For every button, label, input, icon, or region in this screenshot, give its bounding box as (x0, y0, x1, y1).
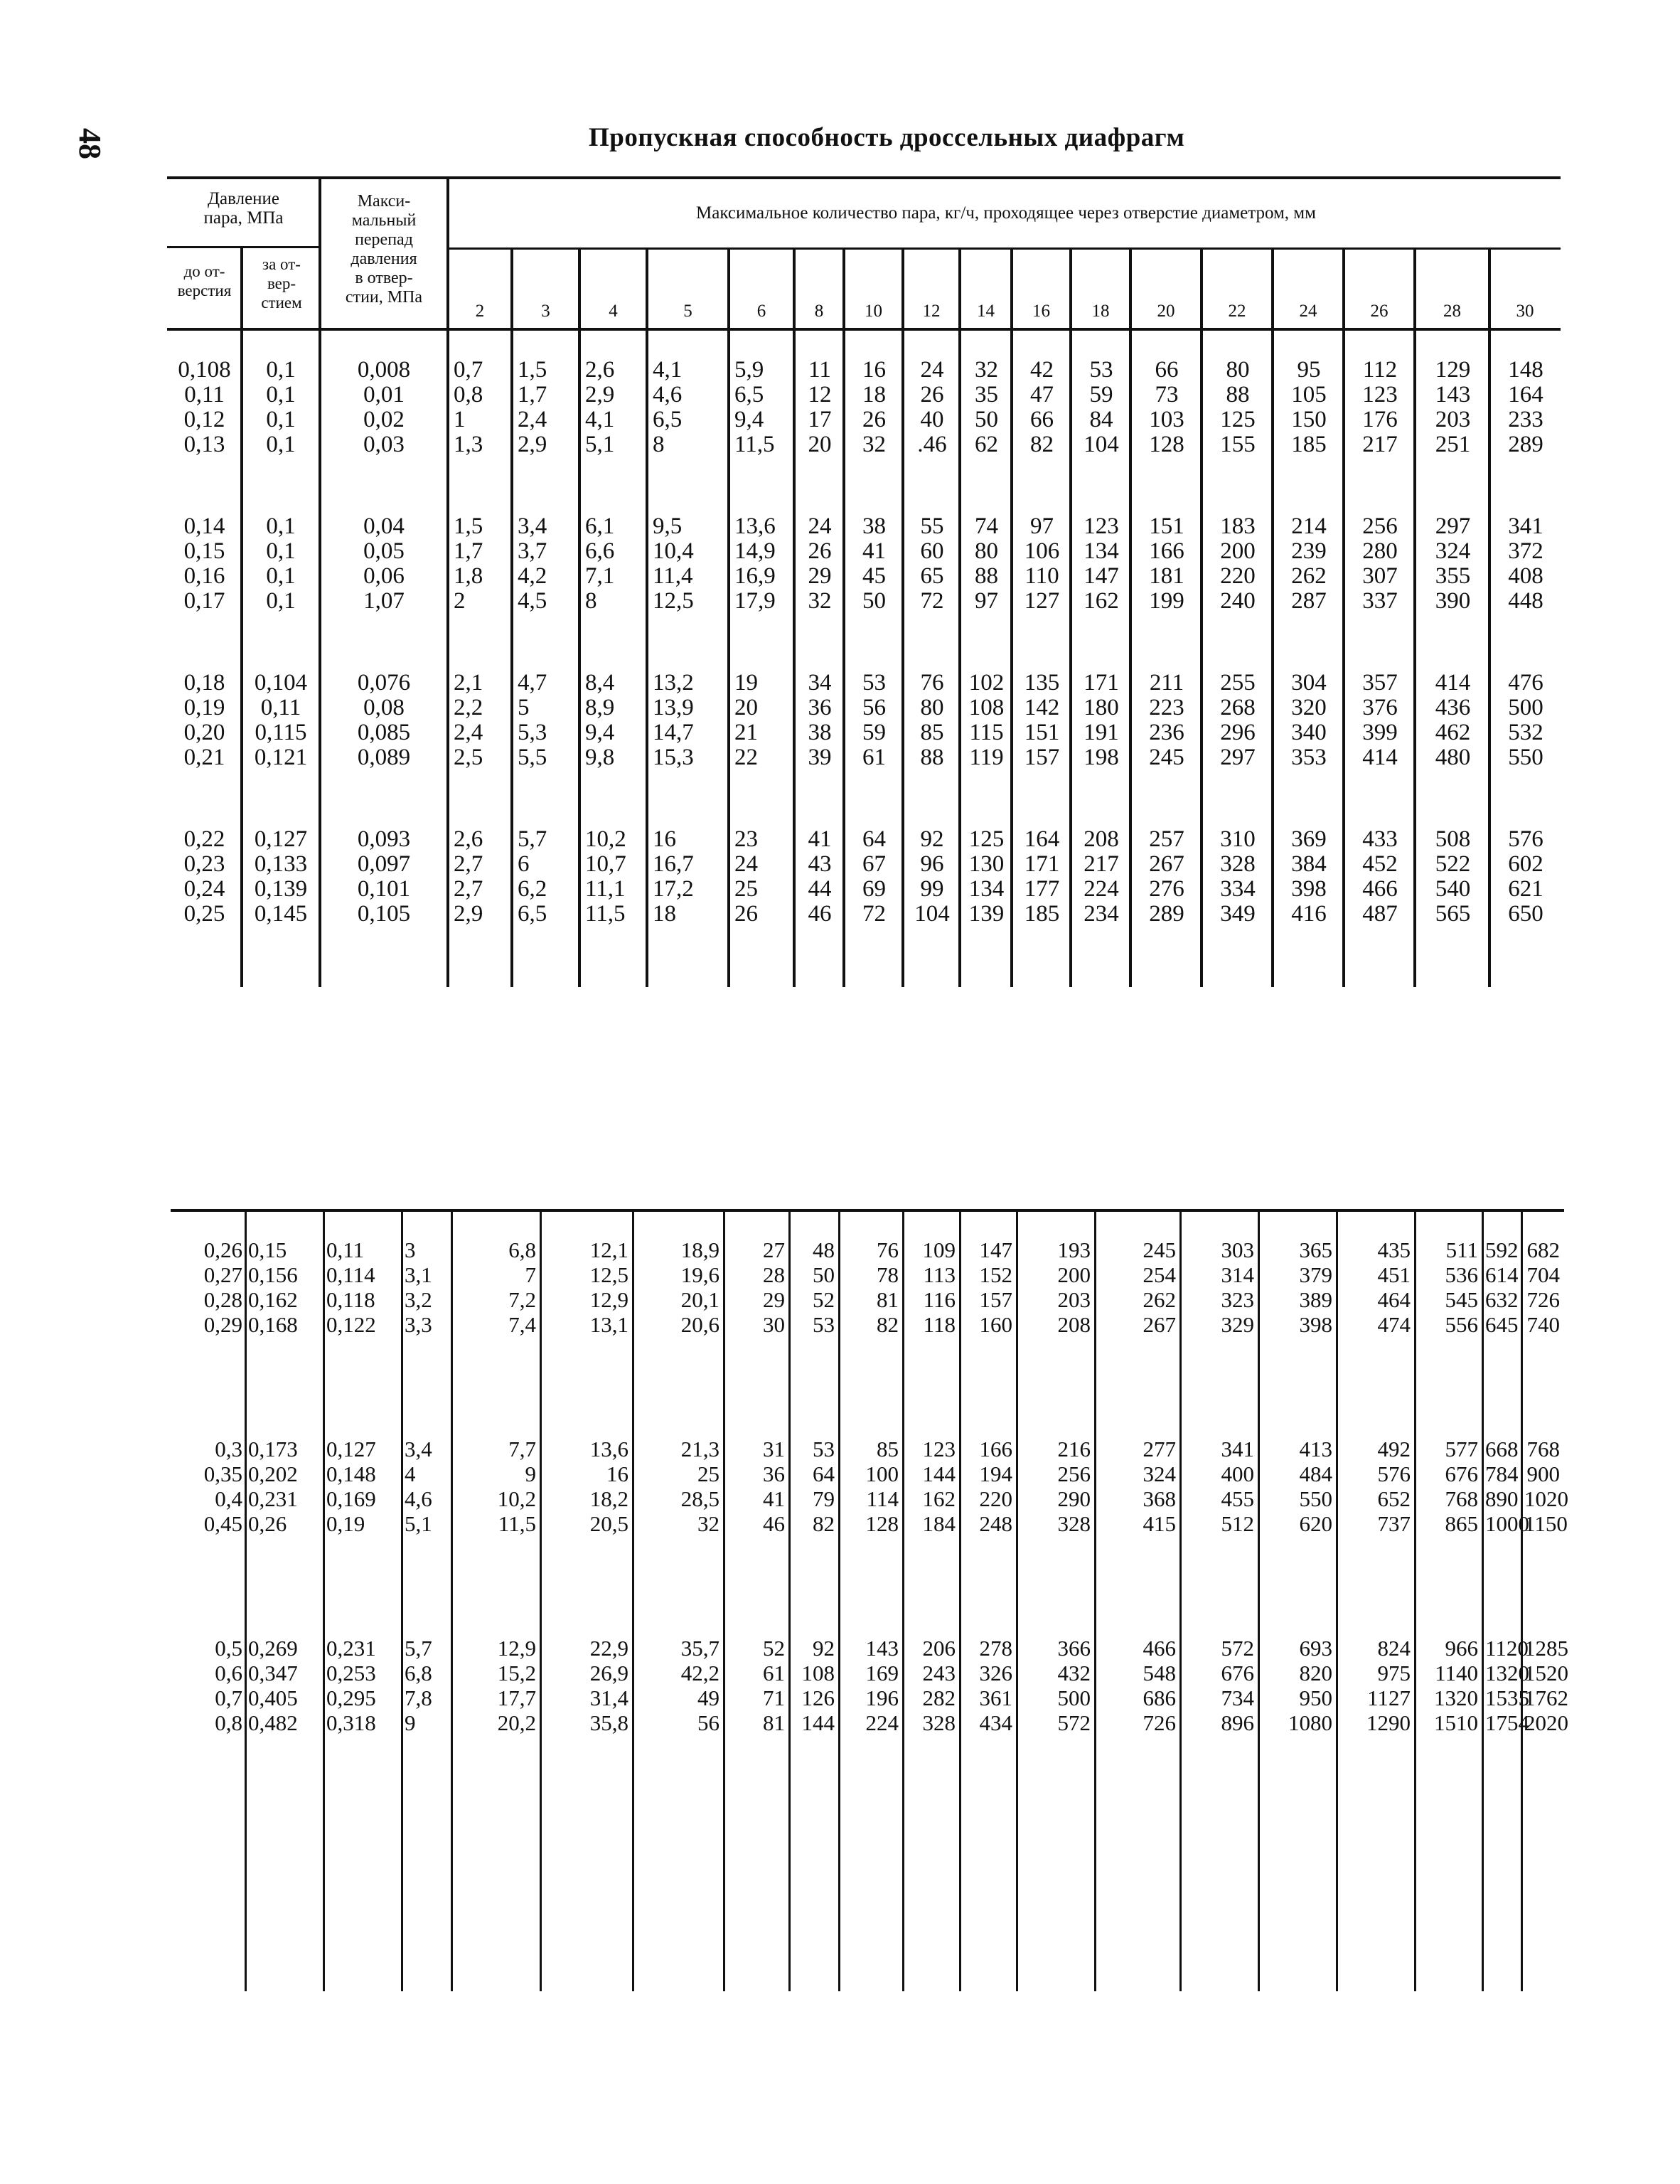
value-column: 55 60 65 72 (920, 513, 944, 614)
value-column: 24 26 29 32 (808, 513, 832, 614)
diameters-header-rule (448, 247, 1561, 250)
value-column: 147 152 157 160 (979, 1237, 1012, 1337)
table-row-group (167, 514, 1561, 660)
value-column: 13,6 14,9 16,9 17,9 (734, 513, 776, 614)
drop-column: 0,008 0,01 0,02 0,03 (357, 357, 411, 457)
value-column: 64 67 69 72 (862, 826, 886, 927)
value-column: 112 123 176 217 (1362, 357, 1398, 457)
diameter-header: 22 (1228, 302, 1246, 321)
value-column: 341 400 455 512 (1221, 1437, 1254, 1536)
before-column: 0,22 0,23 0,24 0,25 (183, 826, 225, 927)
value-column: 508 522 540 565 (1435, 826, 1471, 927)
diameter-header: 26 (1370, 302, 1389, 321)
value-column: 35,7 42,2 49 56 (680, 1636, 719, 1735)
value-column: 95 105 150 185 (1291, 357, 1327, 457)
value-column: 125 130 134 139 (968, 826, 1005, 927)
value-column: 435 451 464 474 (1377, 1237, 1411, 1337)
value-column: 211 223 236 245 (1149, 670, 1184, 770)
value-column: 341 372 408 448 (1508, 513, 1543, 614)
value-column: 255 268 296 297 (1220, 670, 1256, 770)
table-row-group (167, 827, 1561, 973)
value-column: 85 100 114 128 (865, 1437, 899, 1536)
column-rule (446, 176, 449, 247)
value-column: 135 142 151 157 (1024, 670, 1060, 770)
table-top-rule (167, 176, 1561, 179)
value-column: 297 324 355 390 (1435, 513, 1471, 614)
header-pressure: Давление пара, МПа (203, 189, 284, 228)
value-column: 27 28 29 30 (763, 1237, 785, 1337)
value-column: 92 96 99 104 (914, 826, 950, 927)
value-column: 668 784 890 1000 (1485, 1437, 1529, 1536)
value-column: 129 143 203 251 (1435, 357, 1471, 457)
page-number: 48 (73, 128, 107, 159)
before-column: 0,26 0,27 0,28 0,29 (203, 1237, 242, 1337)
value-column: 365 379 389 398 (1299, 1237, 1332, 1337)
value-column: 102 108 115 119 (968, 670, 1005, 770)
before-column: 0,5 0,6 0,7 0,8 (215, 1636, 242, 1735)
diameter-header: 16 (1032, 302, 1050, 321)
value-column: 2,1 2,2 2,4 2,5 (454, 670, 483, 770)
value-column: 9,5 10,4 11,4 12,5 (653, 513, 694, 614)
value-column: 0,7 0,8 1 1,3 (454, 357, 483, 457)
value-column: 413 484 550 620 (1299, 1437, 1332, 1536)
value-column: 257 267 276 289 (1149, 826, 1184, 927)
value-column: 74 80 88 97 (975, 513, 998, 614)
drop-column: 0,11 0,114 0,118 0,122 (326, 1237, 376, 1337)
value-column: 245 254 262 267 (1143, 1237, 1176, 1337)
value-column: 256 280 307 337 (1362, 513, 1398, 614)
value-column: 278 326 361 434 (979, 1636, 1012, 1735)
value-column: 42 47 66 82 (1030, 357, 1054, 457)
value-column: 3 3,1 3,2 3,3 (405, 1237, 432, 1337)
header-before-orifice: до от- верстия (177, 262, 232, 299)
value-column: 52 61 71 81 (763, 1636, 785, 1735)
value-column: 32 35 50 62 (975, 357, 998, 457)
pressure-header-rule (167, 246, 320, 248)
value-column: 5,9 6,5 9,4 11,5 (734, 357, 775, 457)
value-column: 171 180 191 198 (1084, 670, 1119, 770)
drop-column: 0,076 0,08 0,085 0,089 (357, 670, 411, 770)
table-row-group (171, 1237, 1564, 1387)
value-column: 214 239 262 287 (1291, 513, 1327, 614)
value-column: 4,1 4,6 6,5 8 (653, 357, 683, 457)
value-column: 824 975 1127 1290 (1366, 1636, 1411, 1735)
value-column: 6,1 6,6 7,1 8 (585, 513, 615, 614)
value-column: 24 26 40 .46 (917, 357, 947, 457)
value-column: 1285 1520 1762 2020 (1524, 1636, 1568, 1735)
value-column: 183 200 220 240 (1220, 513, 1256, 614)
page-title: Пропускная способность дроссельных диафрагм (589, 123, 1185, 152)
value-column: 76 80 85 88 (920, 670, 944, 770)
diameter-header: 10 (865, 302, 882, 321)
value-column: 16 18 26 32 (862, 357, 886, 457)
table-row-group (171, 1636, 1568, 1785)
diameter-header: 2 (475, 302, 485, 321)
value-column: 466 548 686 726 (1143, 1636, 1176, 1735)
value-column: 123 144 162 184 (922, 1437, 956, 1536)
value-column: 277 324 368 415 (1143, 1437, 1176, 1536)
drop-column: 0,127 0,148 0,169 0,19 (326, 1437, 376, 1536)
value-column: 1120 1320 1535 1754 (1485, 1636, 1529, 1735)
value-column: 151 166 181 199 (1149, 513, 1184, 614)
value-column: 682 704 726 740 (1526, 1237, 1560, 1337)
before-column: 0,14 0,15 0,16 0,17 (183, 513, 225, 614)
value-column: 966 1140 1320 1510 (1434, 1636, 1478, 1735)
header-max-amount: Максимальное количество пара, кг/ч, проходящее через отверстие диаметром, мм (696, 203, 1316, 223)
after-column: 0,1 0,1 0,1 0,1 (266, 513, 296, 614)
value-column: 92 108 126 144 (801, 1636, 835, 1735)
value-column: 53 59 84 104 (1084, 357, 1119, 457)
header-max-drop: Макси- мальный перепад давления в отвер- стии, МПа (345, 192, 423, 307)
value-column: 10,2 10,7 11,1 11,5 (585, 826, 626, 927)
table-row-group (167, 671, 1561, 816)
value-column: 3,4 3,7 4,2 4,5 (518, 513, 547, 614)
upper-table (167, 176, 1561, 1001)
value-column: 2,6 2,7 2,7 2,9 (454, 826, 483, 927)
value-column: 1,5 1,7 1,8 2 (454, 513, 483, 614)
value-column: 31 36 41 46 (763, 1437, 785, 1536)
value-column: 8,4 8,9 9,4 9,8 (585, 670, 615, 770)
value-column: 357 376 399 414 (1362, 670, 1398, 770)
diameter-header: 30 (1516, 302, 1534, 321)
value-column: 4,7 5 5,3 5,5 (518, 670, 547, 770)
drop-column: 0,231 0,253 0,295 0,318 (326, 1636, 376, 1735)
value-column: 19 20 21 22 (734, 670, 758, 770)
value-column: 414 436 462 480 (1435, 670, 1471, 770)
value-column: 208 217 224 234 (1084, 826, 1119, 927)
value-column: 41 43 44 46 (808, 826, 832, 927)
before-column: 0,3 0,35 0,4 0,45 (203, 1437, 242, 1536)
value-column: 303 314 323 329 (1221, 1237, 1254, 1337)
diameter-header: 8 (814, 302, 824, 321)
diameter-header: 5 (683, 302, 692, 321)
value-column: 592 614 632 645 (1485, 1237, 1519, 1337)
value-column: 693 820 950 1080 (1288, 1636, 1332, 1735)
value-column: 148 164 233 289 (1508, 357, 1543, 457)
value-column: 80 88 125 155 (1220, 357, 1256, 457)
value-column: 16 16,7 17,2 18 (653, 826, 694, 927)
lower-top-rule (171, 1209, 1564, 1212)
value-column: 1,5 1,7 2,4 2,9 (518, 357, 547, 457)
before-column: 0,18 0,19 0,20 0,21 (183, 670, 225, 770)
value-column: 76 78 81 82 (877, 1237, 899, 1337)
after-column: 0,1 0,1 0,1 0,1 (266, 357, 296, 457)
drop-column: 0,093 0,097 0,101 0,105 (357, 826, 411, 927)
value-column: 511 536 545 556 (1445, 1237, 1478, 1337)
value-column: 53 56 59 61 (862, 670, 886, 770)
lower-table (171, 1209, 1568, 1991)
after-column: 0,173 0,202 0,231 0,26 (248, 1437, 298, 1536)
value-column: 572 676 734 896 (1221, 1636, 1254, 1735)
value-column: 143 169 196 224 (865, 1636, 899, 1735)
after-column: 0,269 0,347 0,405 0,482 (248, 1636, 298, 1735)
value-column: 97 106 110 127 (1024, 513, 1060, 614)
after-column: 0,15 0,156 0,162 0,168 (248, 1237, 298, 1337)
value-column: 310 328 334 349 (1220, 826, 1256, 927)
after-column: 0,104 0,11 0,115 0,121 (254, 670, 308, 770)
diameter-header: 24 (1299, 302, 1317, 321)
value-column: 23 24 25 26 (734, 826, 758, 927)
value-column: 3,4 4 4,6 5,1 (405, 1437, 432, 1536)
value-column: 12,1 12,5 12,9 13,1 (589, 1237, 628, 1337)
diameter-header: 20 (1157, 302, 1175, 321)
value-column: 433 452 466 487 (1362, 826, 1398, 927)
table-row-group (171, 1437, 1568, 1586)
value-column: 66 73 103 128 (1149, 357, 1184, 457)
value-column: 38 41 45 50 (862, 513, 886, 614)
diameter-header: 6 (756, 302, 766, 321)
value-column: 216 256 290 328 (1057, 1437, 1091, 1536)
value-column: 6,8 7 7,2 7,4 (508, 1237, 536, 1337)
diameter-header: 28 (1443, 302, 1461, 321)
value-column: 13,6 16 18,2 20,5 (589, 1437, 628, 1536)
after-column: 0,127 0,133 0,139 0,145 (254, 826, 308, 927)
value-column: 53 64 79 82 (813, 1437, 835, 1536)
value-column: 577 676 768 865 (1445, 1437, 1478, 1536)
value-column: 22,9 26,9 31,4 35,8 (589, 1636, 628, 1735)
diameter-header: 12 (922, 302, 941, 321)
value-column: 576 602 621 650 (1508, 826, 1543, 927)
value-column: 2,6 2,9 4,1 5,1 (585, 357, 615, 457)
value-column: 206 243 282 328 (922, 1636, 956, 1735)
diameter-header: 18 (1091, 302, 1110, 321)
value-column: 7,7 9 10,2 11,5 (497, 1437, 536, 1536)
value-column: 768 900 1020 1150 (1524, 1437, 1568, 1536)
value-column: 366 432 500 572 (1057, 1636, 1091, 1735)
value-column: 369 384 398 416 (1291, 826, 1327, 927)
header-after-orifice: за от- вер- стием (261, 255, 302, 311)
drop-column: 0,04 0,05 0,06 1,07 (363, 513, 405, 614)
before-column: 0,108 0,11 0,12 0,13 (178, 357, 231, 457)
diameter-header: 3 (541, 302, 550, 321)
value-column: 11 12 17 20 (808, 357, 832, 457)
value-column: 123 134 147 162 (1084, 513, 1119, 614)
value-column: 12,9 15,2 17,7 20,2 (497, 1636, 536, 1735)
value-column: 5,7 6 6,2 6,5 (518, 826, 547, 927)
value-column: 193 200 203 208 (1057, 1237, 1091, 1337)
diameter-header: 14 (977, 302, 995, 321)
value-column: 5,7 6,8 7,8 9 (405, 1636, 432, 1735)
table-row-group (167, 358, 1561, 504)
value-column: 476 500 532 550 (1508, 670, 1543, 770)
value-column: 109 113 116 118 (922, 1237, 956, 1337)
value-column: 48 50 52 53 (813, 1237, 835, 1337)
diameter-header: 4 (609, 302, 618, 321)
value-column: 18,9 19,6 20,1 20,6 (680, 1237, 719, 1337)
value-column: 492 576 652 737 (1377, 1437, 1411, 1536)
value-column: 304 320 340 353 (1291, 670, 1327, 770)
value-column: 164 171 177 185 (1024, 826, 1060, 927)
value-column: 34 36 38 39 (808, 670, 832, 770)
value-column: 166 194 220 248 (979, 1437, 1012, 1536)
value-column: 13,2 13,9 14,7 15,3 (653, 670, 694, 770)
value-column: 21,3 25 28,5 32 (680, 1437, 719, 1536)
